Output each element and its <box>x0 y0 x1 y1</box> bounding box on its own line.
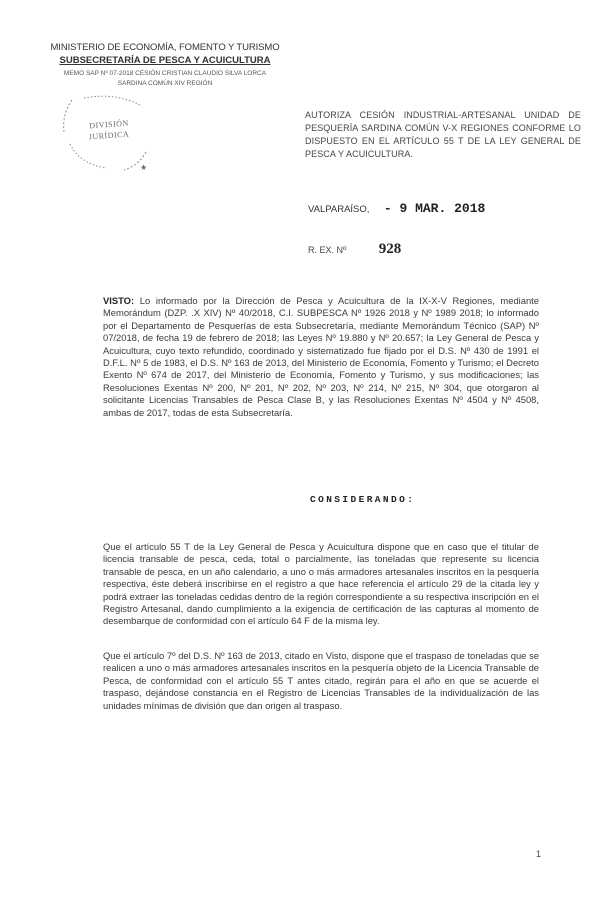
considerando-paragraph-2: Que el artículo 7º del D.S. Nº 163 de 2013, citado en Visto, dispone que el traspaso de toneladas que se realicen a uno o más armadores artesanales inscritos en la pesquería objeto de la Licencia Transable de Pesca, de conformidad con el artículo 55 T antes citado, regirán para el año en que se acuerde el traspaso, dejándose constancia en el Registro de Licencias Transables de la individualización de las unidades mínimas de división que dan origen al traspaso. <box>103 650 539 711</box>
place-name: VALPARAÍSO, <box>308 204 370 215</box>
considerando-heading: CONSIDERANDO: <box>310 494 416 505</box>
resolution-number: 928 <box>378 241 402 257</box>
considerando-paragraph-1: Que el artículo 55 T de la Ley General de Pesca y Acuicultura dispone que en caso que el titular de licencia transable de pesca, ceda, total o parcialmente, las toneladas que represente su licencia transable de pesca, en un año calendario, a uno o más armadores artesanales inscritos en la pesquería respectiva, éste deberá inscribirse en el registro a que hace referencia el artículo 29 de la citada ley y podrá extraer las toneladas cedidas dentro de la región correspondiente a su respectiva inscripción en el Registro Artesanal, dando cumplimiento a la exigencia de certificación de las capturas al momento de desembarque de conformidad con el artículo 64 F de la misma ley. <box>103 541 539 627</box>
visto-paragraph <box>103 295 539 419</box>
place-date-line <box>308 199 485 217</box>
stamp-label-division: DIVISIÓN <box>88 118 130 131</box>
species-reference: SARDINA COMÚN XIV REGIÓN <box>117 80 213 87</box>
resolution-date: - 9 MAR. 2018 <box>383 201 486 216</box>
page-number: 1 <box>536 849 542 859</box>
stamp-label-juridica: JURÍDICA <box>88 129 130 142</box>
resolution-number-line <box>308 240 401 258</box>
subsecretaria-name: SUBSECRETARÍA DE PESCA Y ACUICULTURA <box>59 55 271 66</box>
svg-text:★: ★ <box>140 163 148 172</box>
ministry-name: MINISTERIO DE ECONOMÍA, FOMENTO Y TURISMO <box>50 42 280 53</box>
visto-label: VISTO: <box>103 295 135 306</box>
visto-text: Lo informado por la Dirección de Pesca y Acuicultura de la IX-X-V Regiones, mediante Memorándum (DZP. .X XIV) Nº 40/2018, C.I. SUBPESCA Nº 1926 2018 y Nº 1989 2018; lo informado por el Departamento de Pesquerías de esta Subsecretaría, mediante Memorándum Técnico (SAP) Nº 07/2018, de fecha 19 de febrero de 2018; las Leyes Nº 19.880 y Nº 20.657; la Ley General de Pesca y Acuicultura, cuyo texto refundido, coordinado y sistematizado fue fijado por el D.S. Nº 430 de 1991 el D.F.L. Nº 5 de 1983, el D.S. Nº 163 de 2013, del Ministerio de Economía, Fomento y Turismo; el Decreto Exento Nº 674 de 2017, del Ministerio de Economía, Fomento y Turismo, y sus modificaciones; las Resoluciones Exentas Nº 200, Nº 201, Nº 202, Nº 203, Nº 214, Nº 215, Nº 304, que otorgaron al solicitante Licencias Transables de Pesca Clase B, y las Resoluciones Exentas Nº 4504 y Nº 4508, ambas de 2017, todas de esta Subsecretaría. <box>103 295 539 418</box>
resolution-title: AUTORIZA CESIÓN INDUSTRIAL-ARTESANAL UNIDAD DE PESQUERÍA SARDINA COMÚN V-X REGIONES CONFORME LO DISPUESTO EN EL ARTÍCULO 55 T DE LA LEY GENERAL DE PESCA Y ACUICULTURA. <box>305 110 581 159</box>
memo-reference: MEMO SAP Nº 07-2018 CESIÓN CRISTIAN CLAUDIO SILVA LORCA <box>63 70 267 77</box>
resolution-number-label: R. EX. Nº <box>308 245 347 255</box>
